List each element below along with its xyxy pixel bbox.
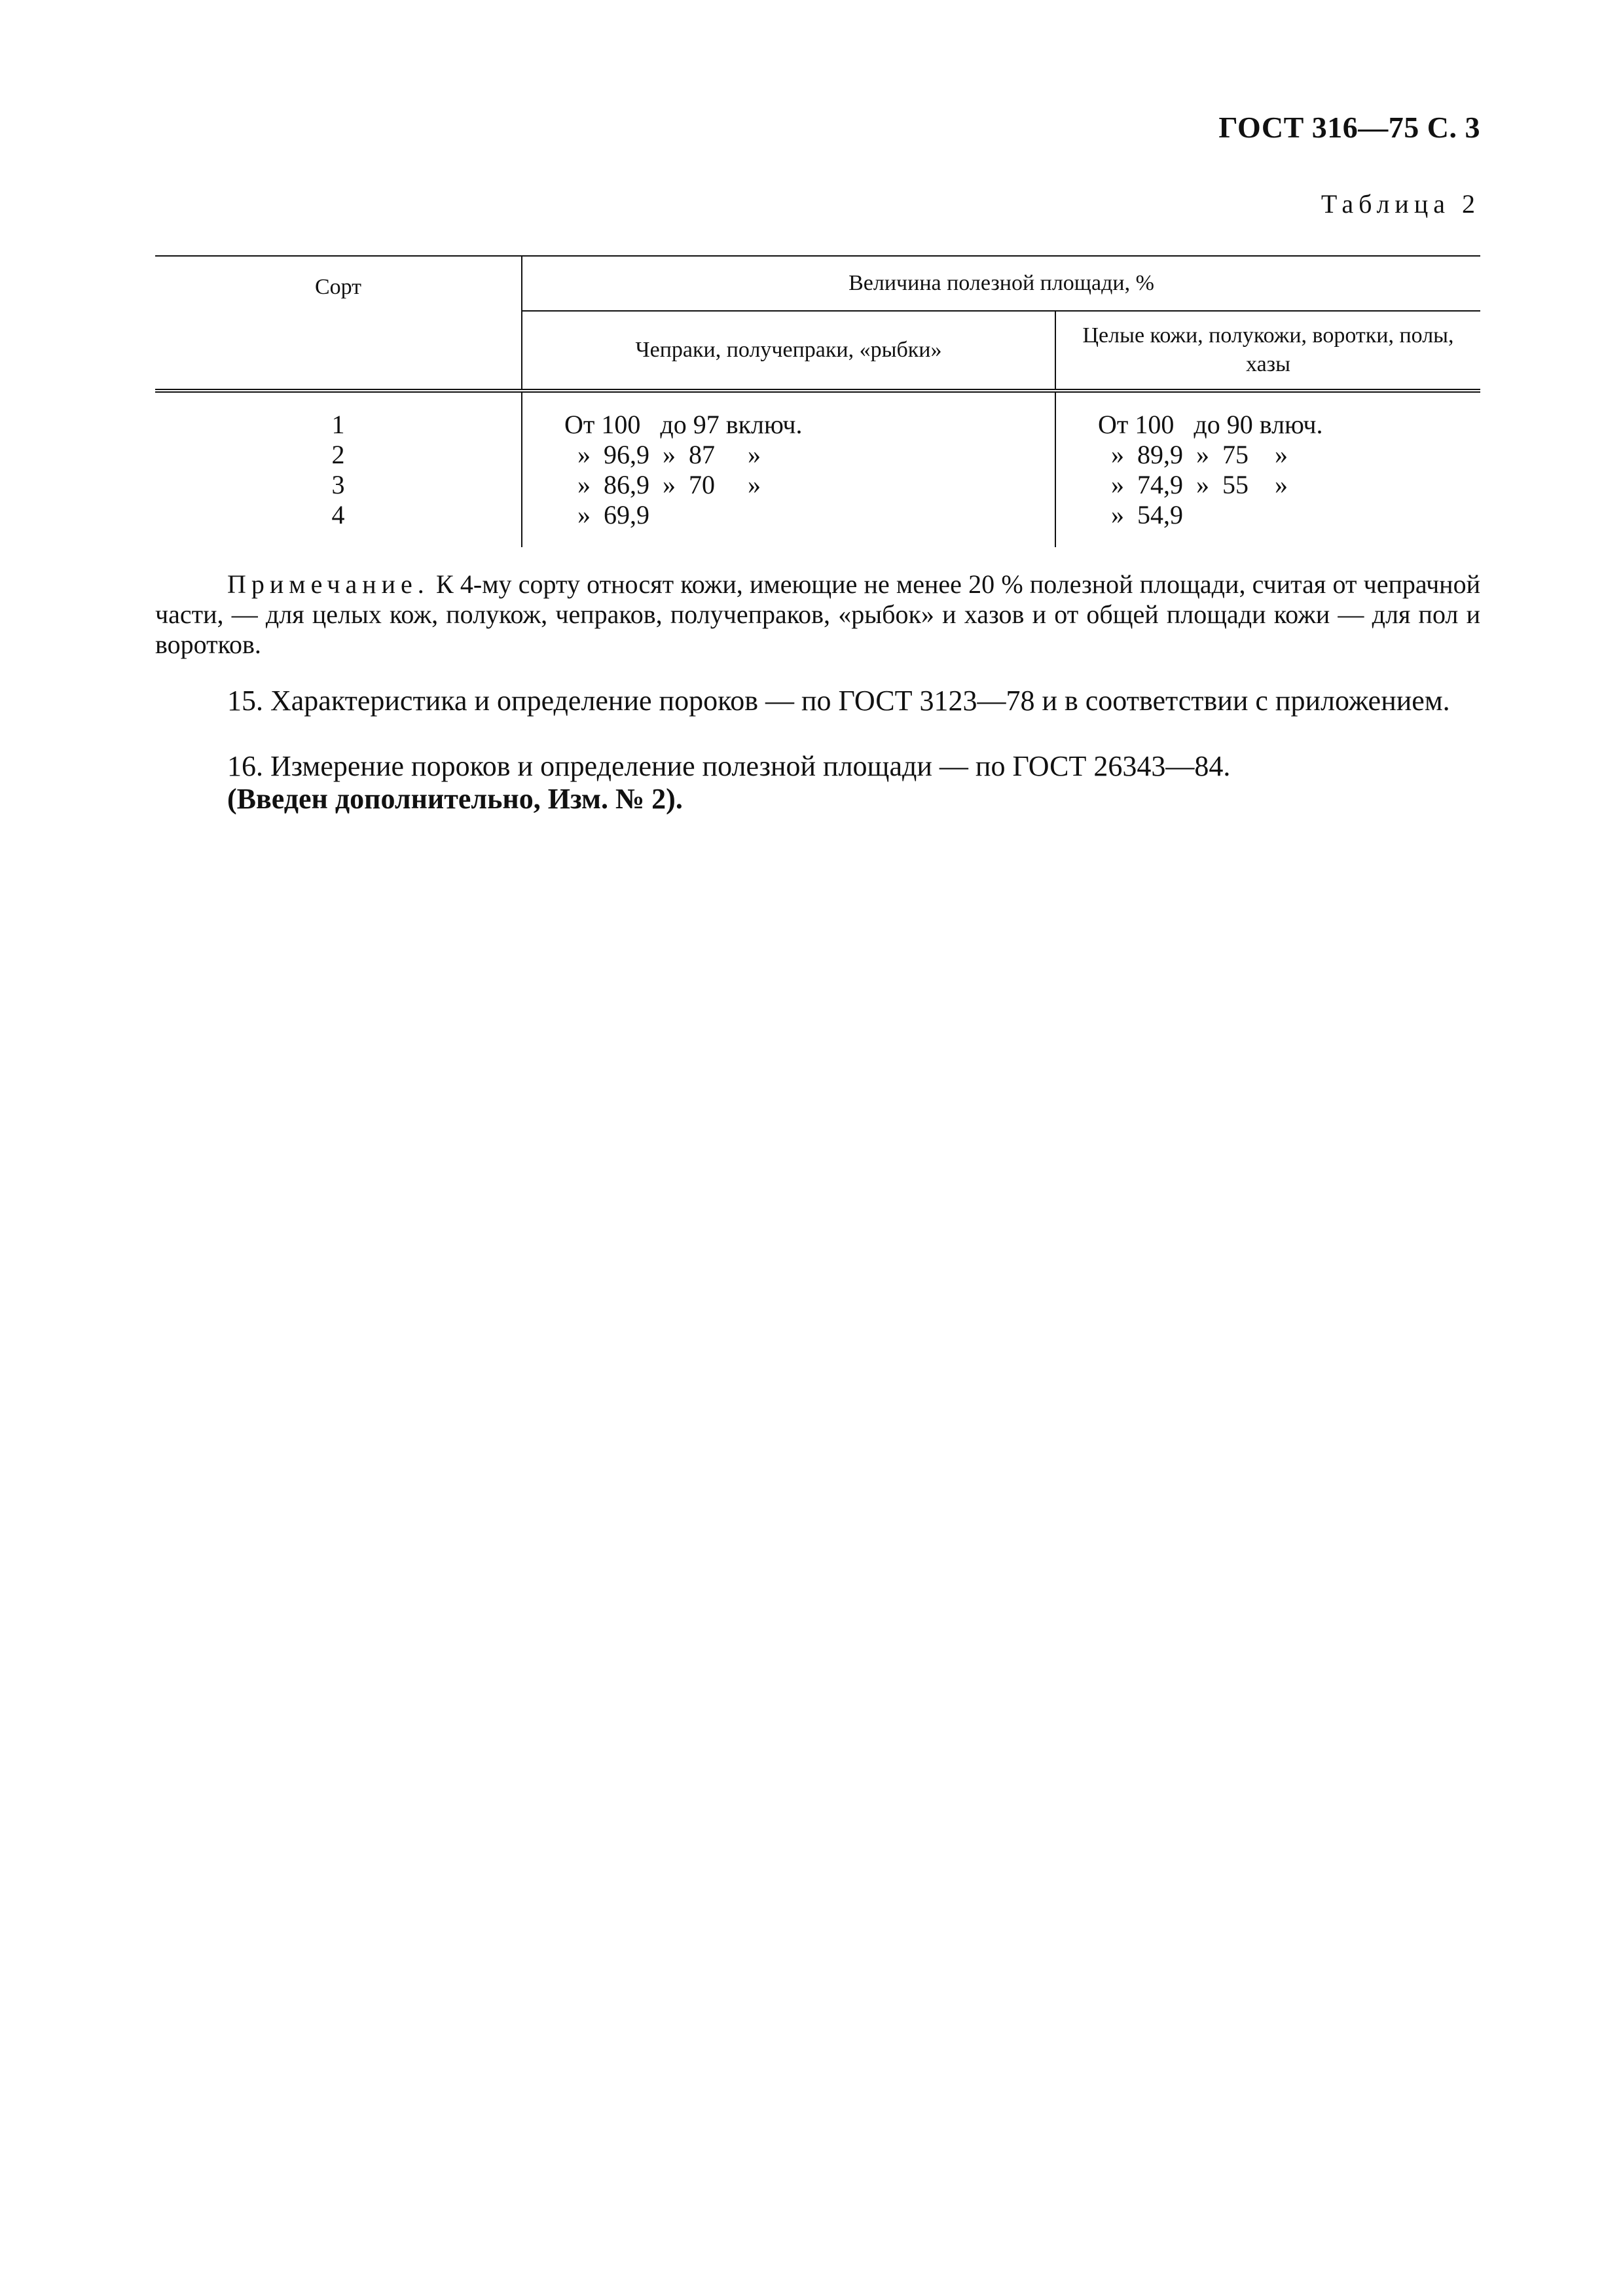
cheprak-range: » 69,9 (564, 500, 649, 529)
page-header: ГОСТ 316—75 С. 3 (1218, 111, 1480, 144)
cheprak-range: От 100 до 97 включ. (564, 410, 803, 439)
sort-value: 3 (331, 470, 345, 499)
grade-table-grid (155, 255, 1480, 547)
sort-value: 1 (331, 410, 345, 439)
cheprak-range: » 96,9 » 87 » (564, 440, 761, 469)
whole-hides-range: » 54,9 (1098, 500, 1183, 529)
amendment-note: (Введен дополнительно, Изм. № 2). (227, 783, 683, 815)
table-caption: Таблица 2 (1321, 189, 1480, 219)
column-header-cheprak: Чепраки, получепраки, «рыбки» (522, 311, 1055, 391)
note-text: К 4-му сорту относят кожи, имеющие не менее 20 % полезной площади, считая от чепрачной части, — для целых кож, полукож, чепраков, получепраков, «рыбок» и хазов и от общей площади кожи — для пол и воротков. (155, 569, 1480, 659)
cheprak-range: » 86,9 » 70 » (564, 470, 761, 499)
paragraph-16: 16. Измерение пороков и определение полезной площади — по ГОСТ 26343—84. (227, 750, 1231, 782)
sort-value: 4 (331, 500, 345, 529)
paragraph-15: 15. Характеристика и определение пороков — по ГОСТ 3123—78 и в соответствии с приложением. (227, 685, 1450, 717)
whole-hides-column-cells (1055, 391, 1480, 547)
column-header-sort: Сорт (155, 256, 522, 391)
cheprak-column-cells (522, 391, 1055, 547)
table-note (155, 569, 1480, 660)
sort-value: 2 (331, 440, 345, 469)
grade-table (155, 255, 1480, 547)
whole-hides-range: » 89,9 » 75 » (1098, 440, 1288, 469)
note-label: Примечание. (227, 569, 429, 599)
whole-hides-range: От 100 до 90 влюч. (1098, 410, 1323, 439)
whole-hides-range: » 74,9 » 55 » (1098, 470, 1288, 499)
sort-column-cells (155, 391, 522, 547)
column-header-whole-hides: Целые кожи, полукожи, воротки, полы, хазы (1055, 311, 1480, 391)
column-header-useful-area: Величина полезной площади, % (522, 256, 1480, 311)
table-row (155, 391, 1480, 547)
